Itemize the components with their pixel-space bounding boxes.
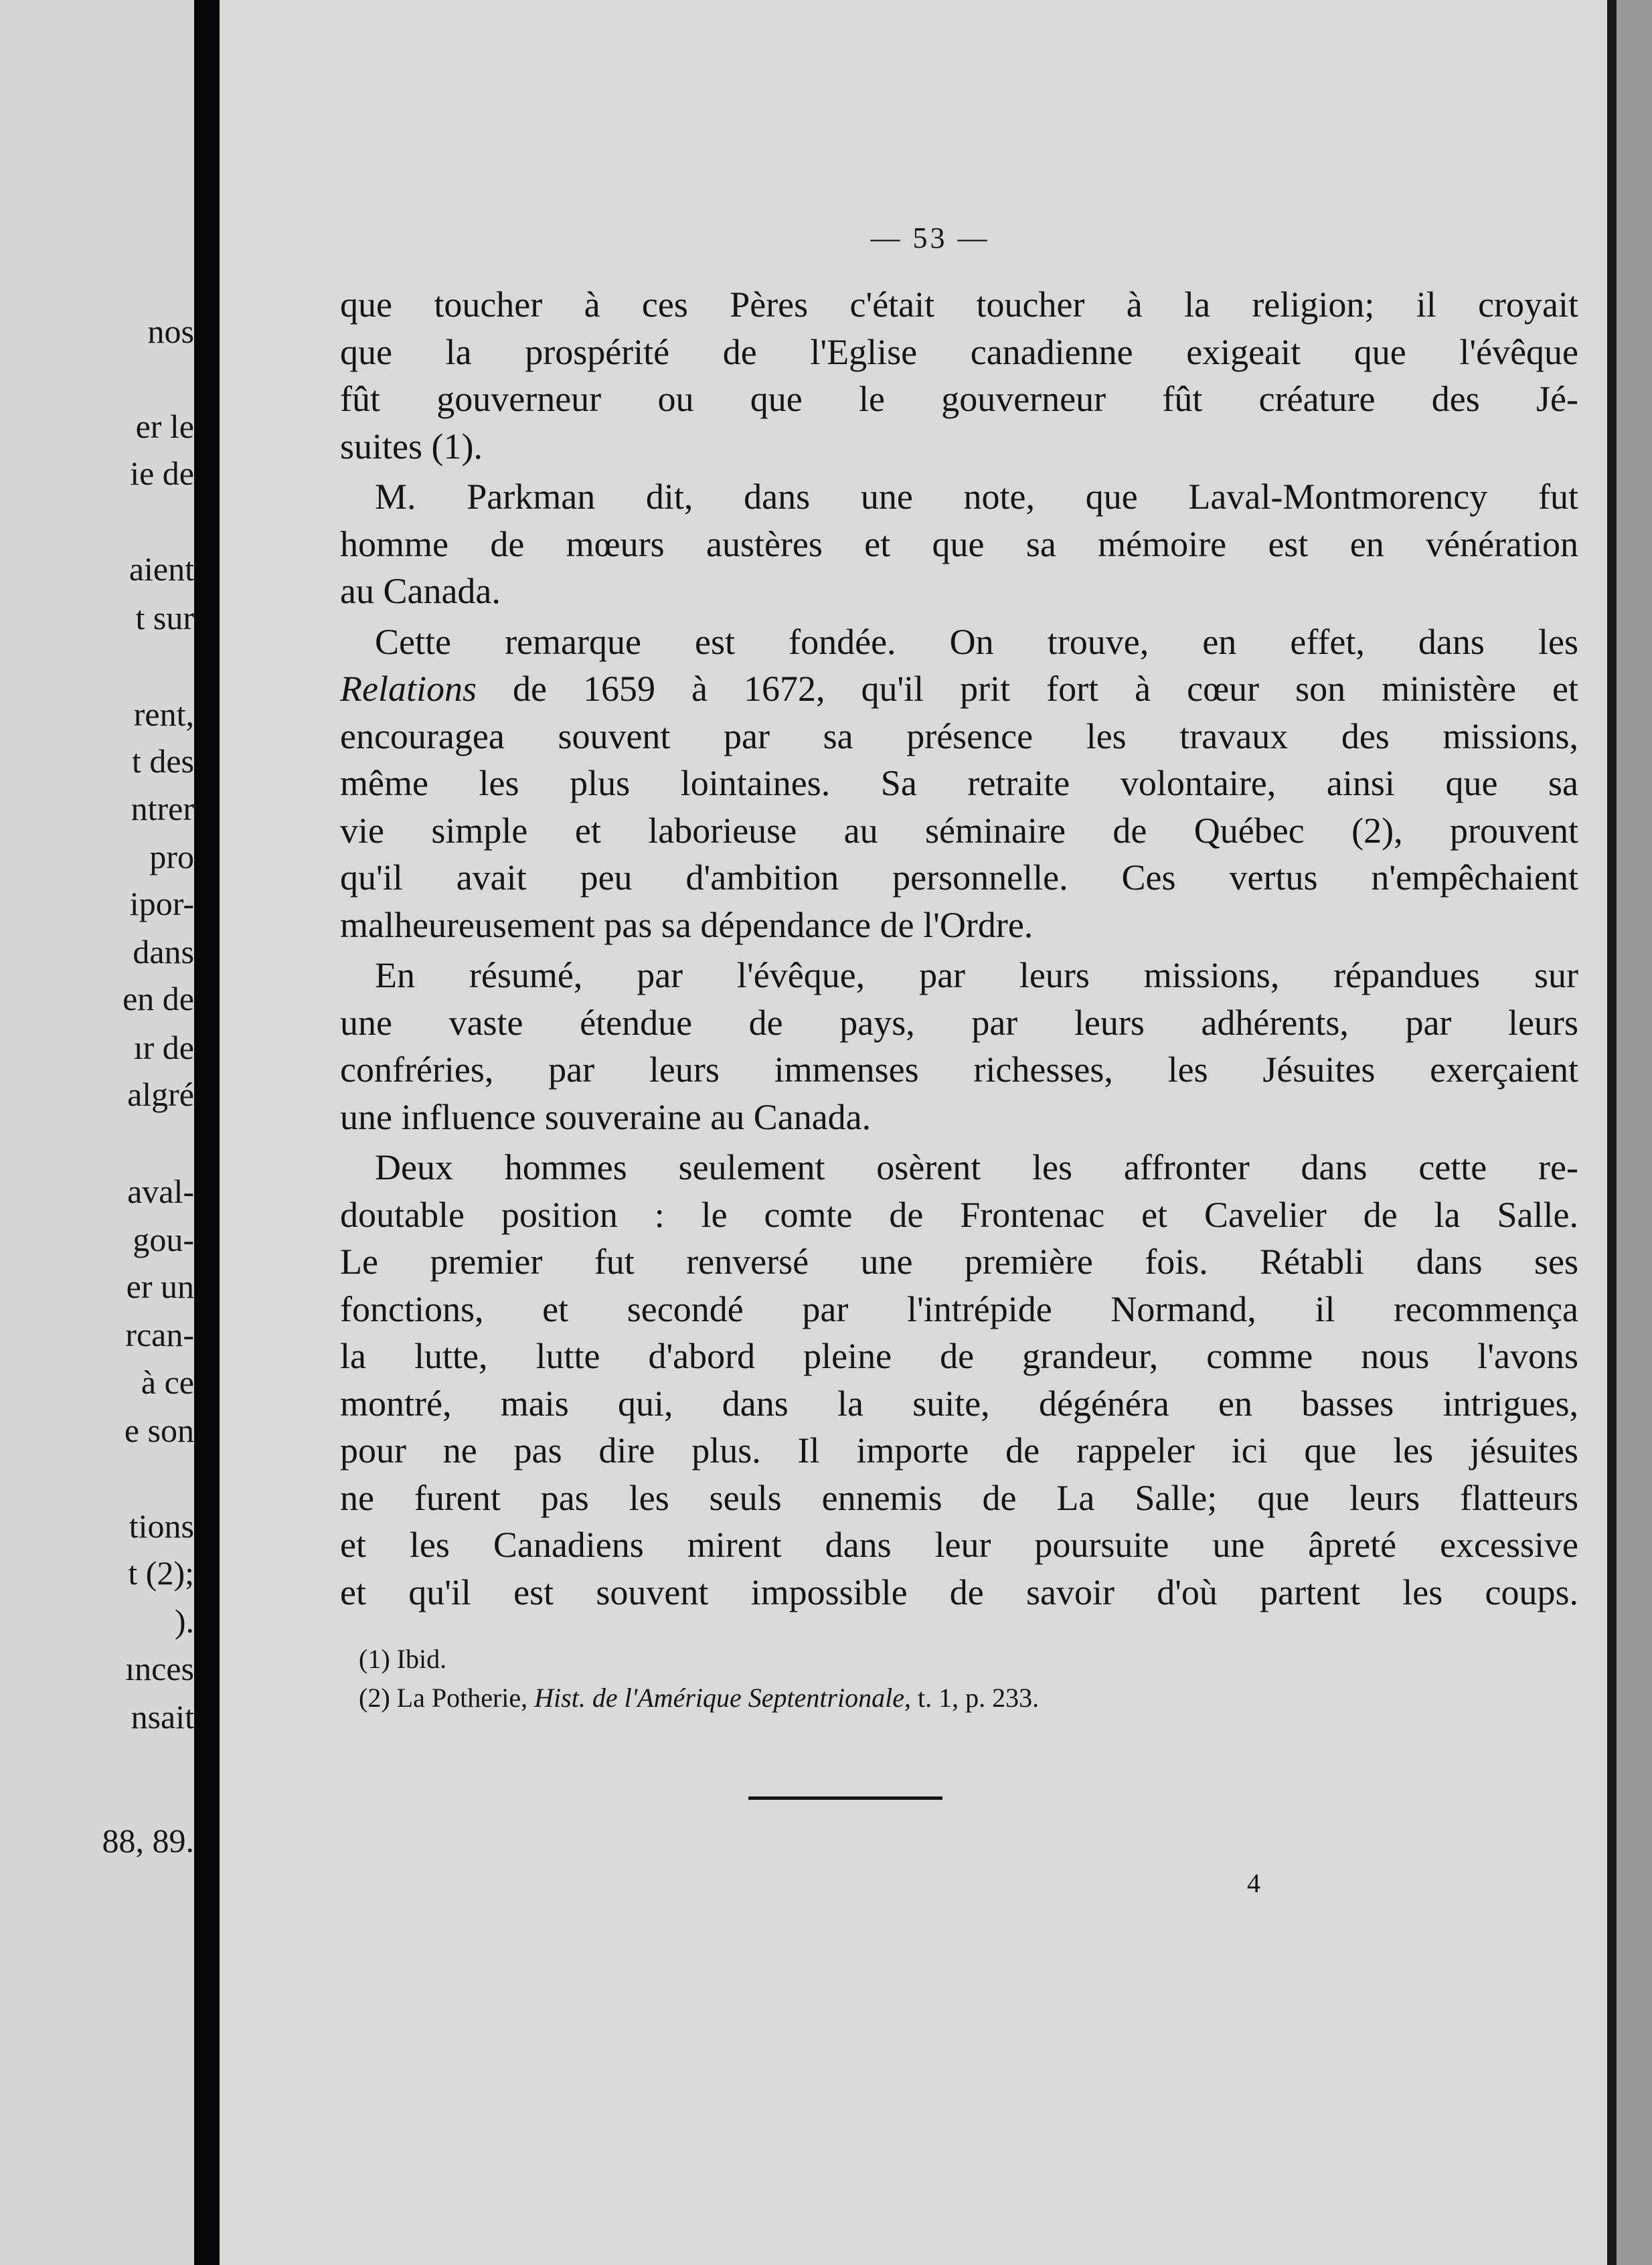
- left-line: ınces: [125, 1650, 194, 1687]
- text-line: suites (1).: [340, 426, 483, 467]
- left-line: e son: [124, 1412, 194, 1449]
- text-line: Le premier fut renversé une première fois. Rétabli dans ses: [340, 1242, 1578, 1282]
- paragraph: [340, 952, 1578, 1141]
- left-line: nos: [147, 313, 194, 350]
- text-line-rest: de 1659 à 1672, qu'il prit fort à cœur son ministère et: [513, 669, 1579, 709]
- book-gutter: [194, 0, 220, 2265]
- text-line: la lutte, lutte d'abord pleine de grandeur, comme nous l'avons: [340, 1336, 1578, 1376]
- text-line: homme de mœurs austères et que sa mémoire est en vénération: [340, 523, 1578, 564]
- text-line: [340, 665, 1578, 713]
- text-line: montré, mais qui, dans la suite, dégénéra en basses intrigues,: [340, 1383, 1578, 1424]
- text-line: même les plus lointaines. Sa retraite volontaire, ainsi que sa: [340, 763, 1578, 803]
- text-line: Deux hommes seulement osèrent les affronter dans cette re-: [375, 1147, 1578, 1187]
- text-line: malheureusement pas sa dépendance de l'Ordre.: [340, 904, 1034, 945]
- footnote-2: [359, 1679, 1430, 1717]
- left-line: tions: [129, 1507, 194, 1545]
- paragraph: [340, 281, 1578, 470]
- left-line: er un: [126, 1268, 194, 1305]
- left-line: aval-: [127, 1173, 194, 1210]
- text-line: et qu'il est souvent impossible de savoir d'où partent les coups.: [340, 1572, 1578, 1612]
- left-line: pro: [149, 838, 194, 875]
- left-line: 88, 89.: [102, 1822, 194, 1859]
- text-line: au Canada.: [340, 571, 501, 611]
- text-line: et les Canadiens mirent dans leur poursuite une âpreté excessive: [340, 1525, 1578, 1565]
- left-line: t sur: [135, 599, 194, 637]
- text-line: M. Parkman dit, dans une note, que Laval-Montmorency fut: [375, 477, 1578, 517]
- left-line: ır de: [133, 1029, 194, 1066]
- text-line: une vaste étendue de pays, par leurs adhérents, par leurs: [340, 1002, 1578, 1043]
- left-line: algré: [127, 1076, 194, 1113]
- text-line: confréries, par leurs immenses richesses, les Jésuites exerçaient: [340, 1050, 1578, 1090]
- body-text: [340, 281, 1578, 1619]
- footnote-2-title: Hist. de l'Amérique Septentrionale: [534, 1683, 905, 1713]
- left-line: nsait: [131, 1698, 194, 1736]
- left-line: ntrer: [131, 790, 194, 827]
- footnote-2-prefix: (2) La Potherie,: [359, 1683, 528, 1713]
- text-line: pour ne pas dire plus. Il importe de rappeler ici que les jésuites: [340, 1430, 1578, 1471]
- signature-mark: 4: [1247, 1868, 1260, 1898]
- text-line: encouragea souvent par sa présence les travaux des missions,: [340, 716, 1578, 756]
- left-line: à ce: [141, 1363, 194, 1401]
- text-line: fût gouverneur ou que le gouverneur fût créature des Jé-: [340, 379, 1578, 419]
- left-line: gou-: [133, 1221, 194, 1258]
- footnote-2-suffix: , t. 1, p. 233.: [904, 1683, 1040, 1713]
- text-line: doutable position : le comte de Frontenac et Cavelier de la Salle.: [340, 1194, 1578, 1235]
- text-line: une influence souveraine au Canada.: [340, 1096, 872, 1137]
- footnotes: [359, 1640, 1430, 1717]
- left-line: rent,: [133, 695, 194, 733]
- footnote-1: (1) Ibid.: [359, 1644, 447, 1674]
- left-line: er le: [135, 408, 194, 445]
- paragraph: [340, 1144, 1578, 1616]
- text-line: que toucher à ces Pères c'était toucher à la religion; il croyait: [340, 284, 1578, 325]
- text-line: que la prospérité de l'Eglise canadienne exigeait que l'évêque: [340, 331, 1578, 372]
- left-line: aient: [129, 550, 194, 588]
- paragraph: [340, 618, 1578, 949]
- text-line: En résumé, par l'évêque, par leurs missions, répandues sur: [375, 955, 1578, 995]
- left-line: en de: [122, 980, 194, 1017]
- left-line: t (2);: [128, 1554, 194, 1592]
- text-line: ne furent pas les seuls ennemis de La Salle; que leurs flatteurs: [340, 1477, 1578, 1518]
- text-line: vie simple et laborieuse au séminaire de Québec (2), prouvent: [340, 810, 1578, 851]
- left-line: ipor-: [129, 885, 194, 922]
- left-line: t des: [131, 742, 194, 780]
- paragraph: [340, 473, 1578, 615]
- left-line: ie de: [130, 454, 194, 492]
- text-line: fonctions, et secondé par l'intrépide Normand, il recommença: [340, 1288, 1578, 1329]
- section-rule: [748, 1796, 942, 1800]
- page-number: — 53 —: [870, 222, 990, 254]
- text-line: Cette remarque est fondée. On trouve, en effet, dans les: [375, 621, 1578, 662]
- right-page: [220, 0, 1607, 2265]
- italic-title: Relations: [340, 669, 477, 709]
- left-line: ).: [174, 1602, 194, 1640]
- page-edge-shadow: [1607, 0, 1617, 2265]
- left-page-fragment: [0, 0, 194, 2265]
- left-line: rcan-: [125, 1316, 194, 1353]
- text-line: qu'il avait peu d'ambition personnelle. Ces vertus n'empêchaient: [340, 857, 1578, 898]
- left-line: dans: [133, 933, 194, 971]
